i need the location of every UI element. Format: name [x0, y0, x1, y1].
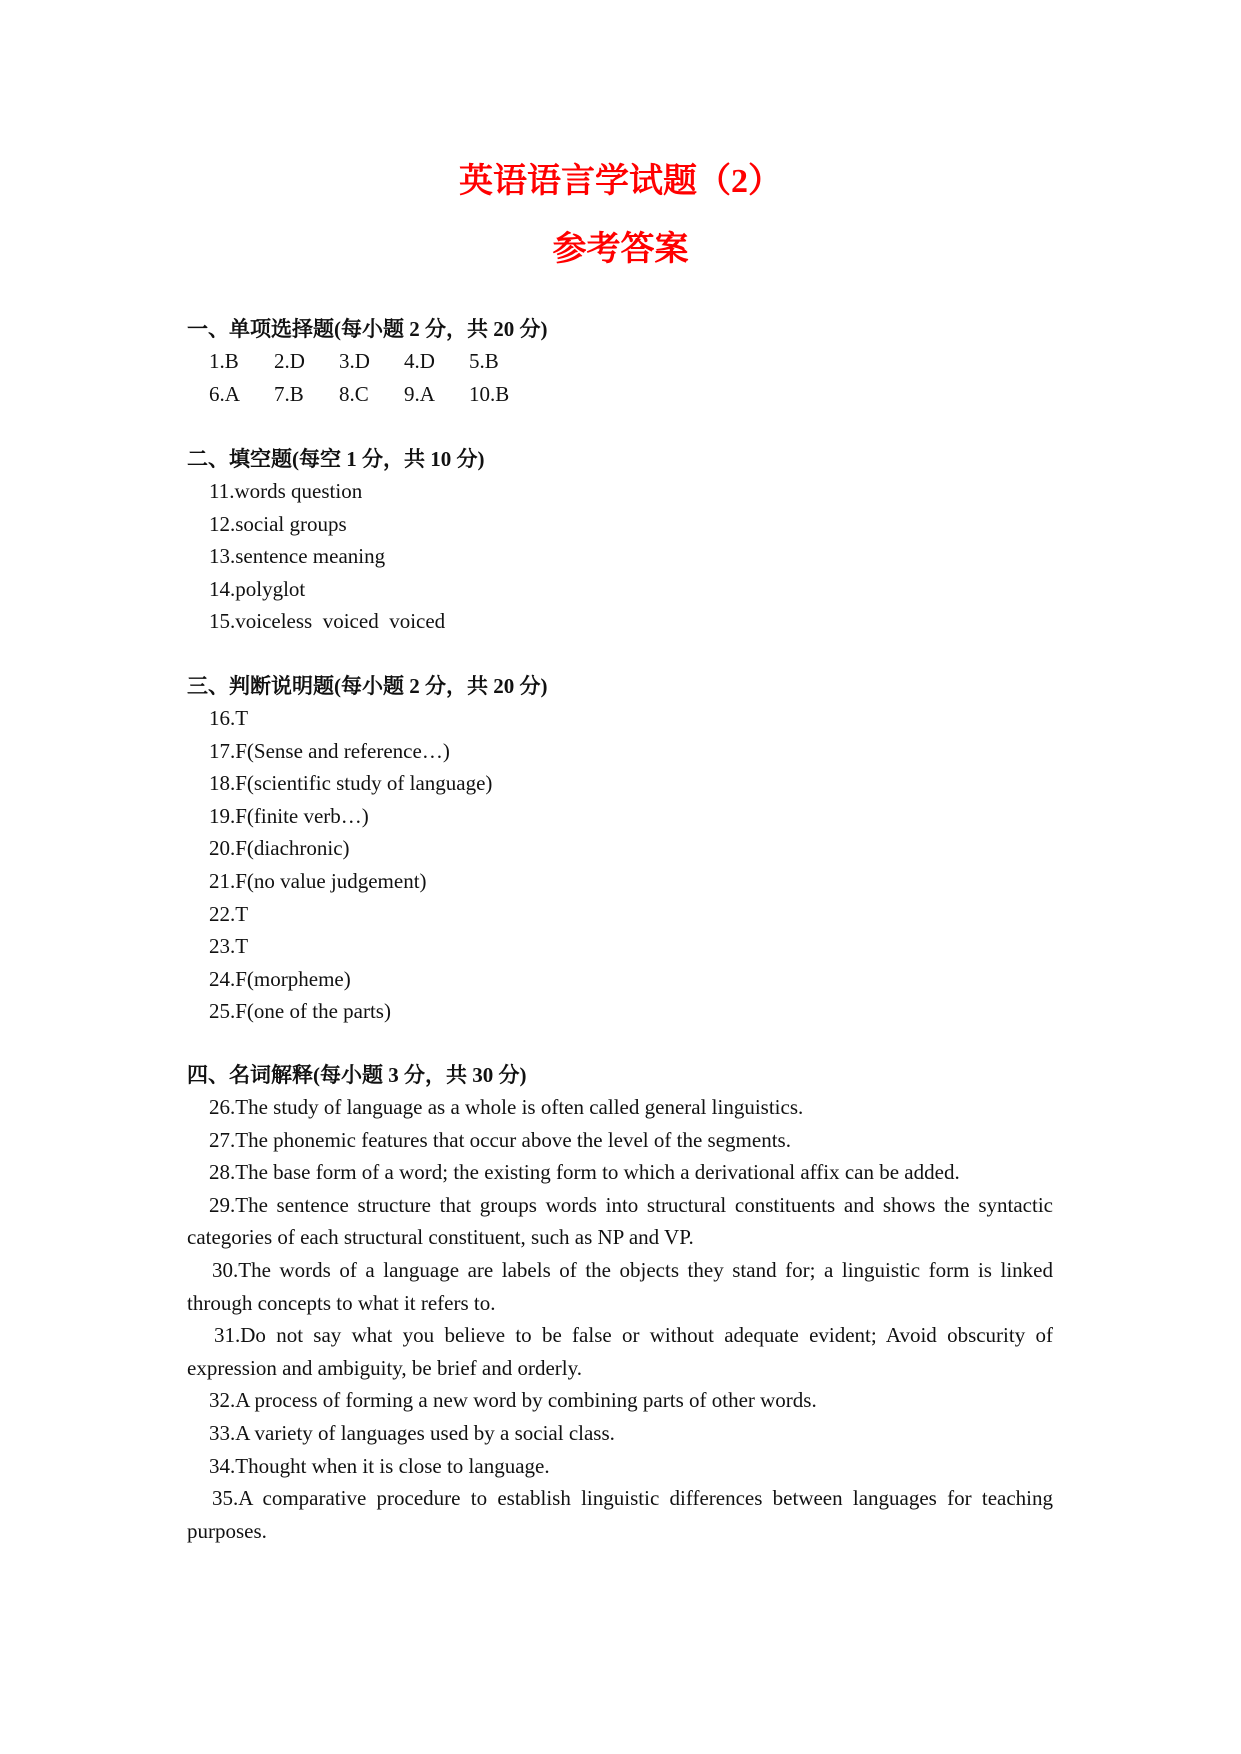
answer-item: 2.D — [274, 349, 305, 373]
definition-paragraph: 26.The study of language as a whole is often called general linguistics. — [209, 1095, 804, 1119]
section-heading: 二、填空题(每空 1 分，共 10 分) — [187, 447, 485, 471]
definition-paragraph: 33.A variety of languages used by a social class. — [209, 1420, 615, 1445]
answer-line: 18.F(scientific study of language) — [209, 771, 493, 796]
answer-line: 15.voiceless voiced voiced — [209, 609, 446, 634]
definition-paragraph: 29.The sentence structure that groups words into structural constituents and shows the syntactic categories of each structural constituent, such as NP and VP. — [187, 1192, 1053, 1250]
definition-paragraph: 35.A comparative procedure to establish linguistic differences between languages for teaching purposes. — [187, 1486, 1053, 1543]
document-title: 英语语言学试题（2） — [459, 163, 782, 200]
answer-line: 23.T — [209, 934, 249, 959]
answer-line: 22.T — [209, 901, 249, 926]
answer-item: 7.B — [274, 381, 304, 406]
definition-paragraph: 34.Thought when it is close to language. — [209, 1453, 550, 1478]
answer-line: 25.F(one of the parts) — [209, 999, 391, 1024]
answer-line: 16.T — [209, 706, 249, 730]
answer-line: 14.polyglot — [209, 576, 306, 601]
definition-paragraph: 30.The words of a language are labels of the objects they stand for; a linguistic form is linked through concepts to what it refers to. — [187, 1257, 1053, 1315]
document-subtitle: 参考答案 — [552, 231, 689, 268]
answer-line: 20.F(diachronic) — [209, 836, 350, 861]
answer-row — [187, 345, 1053, 378]
answer-item: 5.B — [469, 349, 499, 373]
section-fill-blank — [187, 443, 1053, 638]
answer-item: 4.D — [404, 349, 435, 373]
answer-line: 24.F(morpheme) — [209, 966, 351, 991]
answer-line: 21.F(no value judgement) — [209, 868, 427, 893]
answer-line: 17.F(Sense and reference…) — [209, 738, 450, 763]
section-definitions — [187, 1059, 1053, 1547]
answer-item: 9.A — [404, 381, 435, 406]
answer-item: 8.C — [339, 381, 369, 406]
answer-item: 10.B — [469, 381, 510, 406]
definition-paragraph: 28.The base form of a word; the existing form to which a derivational affix can be added. — [209, 1160, 960, 1185]
answer-item: 1.B — [209, 349, 239, 373]
answer-item: 6.A — [209, 381, 240, 406]
section-true-false — [187, 670, 1053, 1028]
answer-line: 11.words question — [209, 479, 363, 503]
answer-item: 3.D — [339, 349, 370, 373]
section-heading: 一、单项选择题(每小题 2 分，共 20 分) — [187, 317, 548, 341]
definition-paragraph: 27.The phonemic features that occur above the level of the segments. — [209, 1127, 791, 1152]
section-heading: 四、名词解释(每小题 3 分，共 30 分) — [187, 1063, 527, 1087]
answer-line: 13.sentence meaning — [209, 544, 386, 569]
section-heading: 三、判断说明题(每小题 2 分，共 20 分) — [187, 674, 548, 698]
answer-line: 12.social groups — [209, 511, 347, 536]
answer-row — [187, 378, 1053, 411]
definition-paragraph: 31.Do not say what you believe to be false or without adequate evident; Avoid obscurity of expression and ambiguity, be brief and orderly. — [187, 1323, 1053, 1380]
definition-paragraph: 32.A process of forming a new word by combining parts of other words. — [209, 1388, 817, 1413]
answer-line: 19.F(finite verb…) — [209, 803, 369, 828]
section-multiple-choice — [187, 313, 1053, 410]
